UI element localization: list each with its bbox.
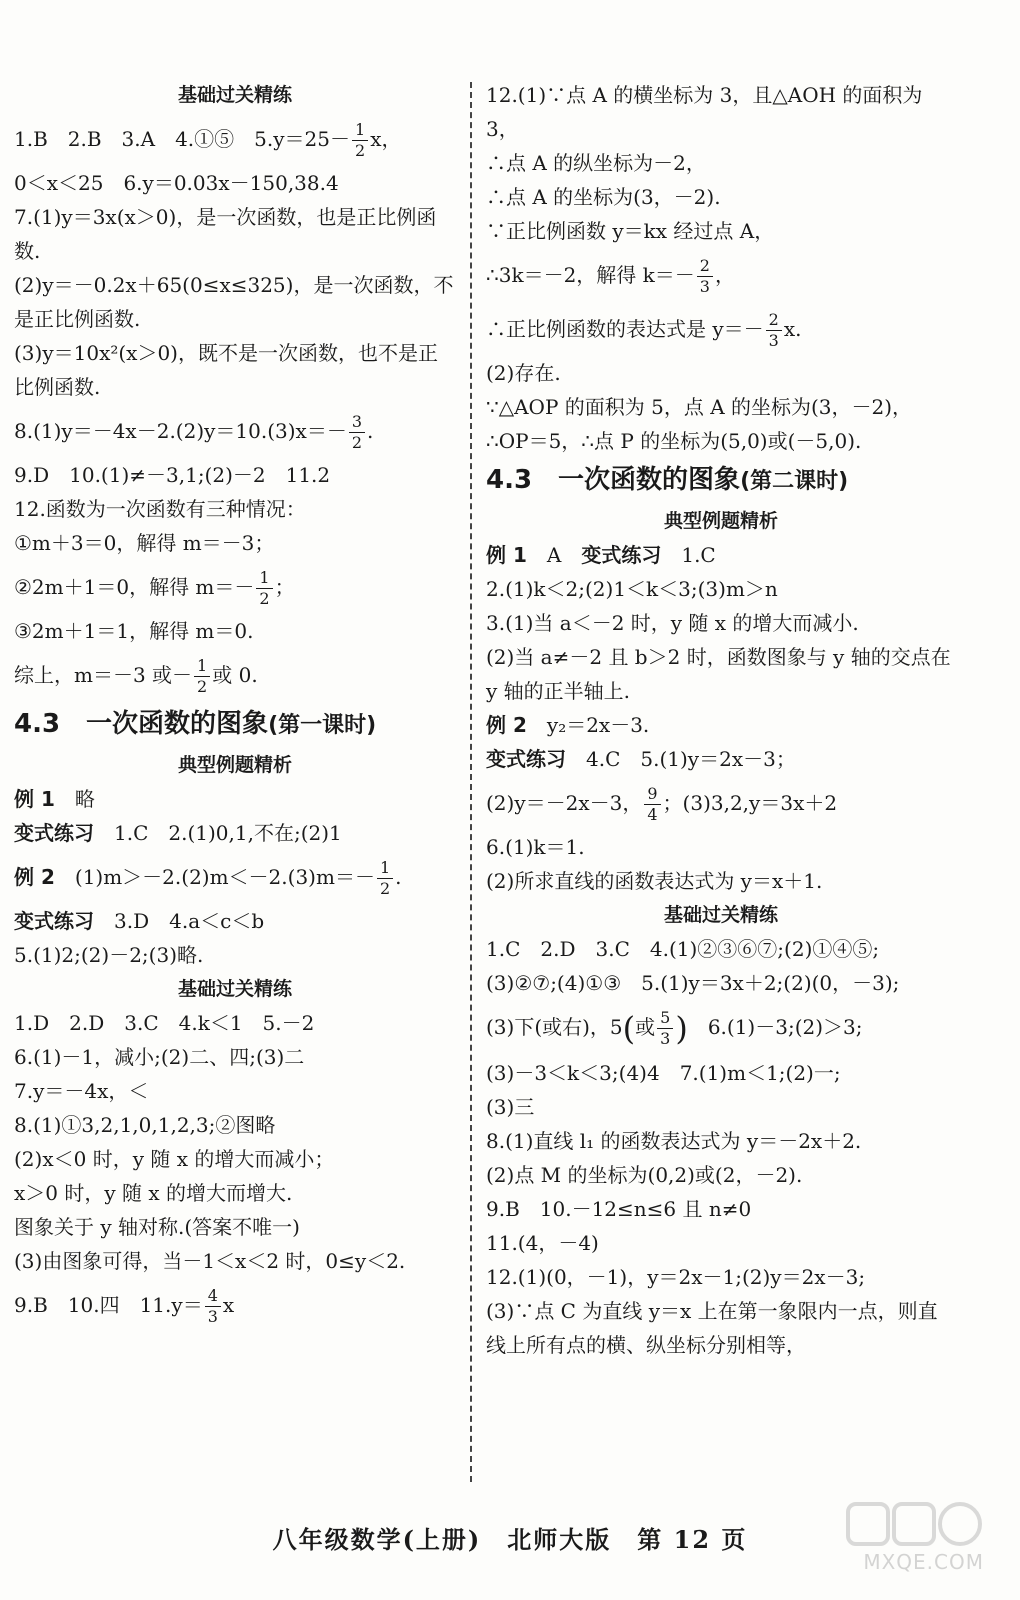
answer-line: 9.B 10.四 11.y＝ $\frac{4}{3}$ x [14, 1286, 235, 1326]
watermark-site-text: MXQE.COM [863, 1550, 984, 1574]
fraction: $\frac{2}{3}$ [766, 310, 782, 351]
answer-line: 变式练习 4.C 5.(1)y＝2x－3； [486, 747, 796, 771]
answer-line: (2)点 M 的坐标为(0,2)或(2，－2). [486, 1162, 803, 1187]
column-divider [470, 82, 472, 1482]
answer-line: 1.D 2.D 3.C 4.k＜1 5.－2 [14, 1011, 315, 1035]
answer-line: 7.(1)y＝3x(x＞0)，是一次函数，也是正比例函数. [14, 205, 437, 263]
left-paren: ( [622, 1009, 636, 1048]
answer-line: 1.B 2.B 3.A 4.①⑤ 5.y＝25－ $\frac{1}{2}$ x， [14, 120, 402, 160]
answer-line: 9.D 10.(1)≠－3,1;(2)－2 11.2 [14, 463, 331, 487]
fraction: $\frac{3}{2}$ [349, 412, 365, 453]
answer-line: ∵△AOP 的面积为 5，点 A 的坐标为(3，－2)， [486, 395, 913, 419]
section-title: 基础过关精练 [177, 84, 292, 106]
answer-line: 例 1 A 变式练习 1.C [486, 543, 716, 567]
answer-line: 3.(1)当 a＜－2 时，y 随 x 的增大而减小. [486, 611, 859, 635]
answer-line: (2)y＝－0.2x＋65(0≤x≤325)，是一次函数，不是正比例函数. [14, 273, 454, 331]
answer-line: 变式练习 1.C 2.(1)0,1,不在;(2)1 [14, 821, 342, 845]
fraction: $\frac{4}{3}$ [205, 1286, 221, 1327]
answer-line: 5.(1)2;(2)－2;(3)略. [14, 943, 204, 967]
answer-line: 2.(1)k＜2;(2)1＜k＜3;(3)m＞n [486, 577, 778, 601]
answer-line: 12.(1)∵点 A 的横坐标为 3，且△AOH 的面积为 3， [486, 83, 923, 141]
answer-line: ∴3k＝－2，解得 k＝－ $\frac{2}{3}$ ， [486, 256, 735, 296]
fraction: $\frac{5}{3}$ [657, 1008, 673, 1049]
answer-line: ∴OP＝5，∴点 P 的坐标为(5,0)或(－5,0). [486, 429, 862, 453]
answer-line: 1.C 2.D 3.C 4.(1)②③⑥⑦;(2)①④⑤; [486, 937, 880, 961]
answer-line: (2)所求直线的函数表达式为 y＝x＋1. [486, 869, 823, 893]
page-footer: 八年级数学(上册) 北师大版 第 12 页 [272, 1525, 748, 1554]
answer-line: 图象关于 y 轴对称.(答案不唯一) [14, 1215, 300, 1239]
answer-line: 例 1 略 [14, 787, 95, 811]
answer-line: ③2m＋1＝1，解得 m＝0. [14, 619, 254, 643]
answer-line: ∴正比例函数的表达式是 y＝－ $\frac{2}{3}$ x. [486, 310, 802, 350]
answer-line: (3)由图象可得，当－1＜x＜2 时，0≤y＜2. [14, 1249, 406, 1273]
answer-line: 12.函数为一次函数有三种情况： [14, 497, 306, 521]
right-column [486, 78, 956, 1362]
answer-line: 变式练习 3.D 4.a＜c＜b [14, 909, 265, 933]
answer-line: 11.(4，－4) [486, 1230, 599, 1255]
section-title: 基础过关精练 [177, 978, 292, 1000]
answer-line: (3)下(或右)，5(或 $\frac{5}{3}$ ) 6.(1)－3;(2)＞3; [486, 1008, 863, 1048]
right-paren: ) [675, 1009, 688, 1048]
answer-line: 12.(1)(0，－1)，y＝2x－1;(2)y＝2x－3; [486, 1264, 866, 1289]
answer-line: 8.(1)y＝－4x－2.(2)y＝10.(3)x＝－ $\frac{3}{2}$ . [14, 412, 374, 452]
fraction: $\frac{1}{2}$ [352, 120, 368, 161]
answer-line: 8.(1)①3,2,1,0,1,2,3;②图略 [14, 1113, 276, 1137]
answer-line: (3)∵点 C 为直线 y＝x 上在第一象限内一点，则直线上所有点的横、纵坐标分别相等， [486, 1298, 938, 1357]
answer-line: 8.(1)直线 l₁ 的函数表达式为 y＝－2x＋2. [486, 1128, 862, 1153]
answer-line: 9.B 10.－12≤n≤6 且 n≠0 [486, 1196, 752, 1221]
answer-line: (3)②⑦;(4)①③ 5.(1)y＝3x＋2;(2)(0，－3); [486, 971, 900, 995]
answer-line: (3)－3＜k＜3;(4)4 7.(1)m＜1;(2)一; [486, 1060, 841, 1085]
chapter-heading: 4.3 一次函数的图象(第一课时) [14, 709, 377, 739]
fraction: $\frac{9}{4}$ [644, 784, 660, 825]
section-title: 典型例题精析 [177, 754, 292, 776]
answer-line: (2)当 a≠－2 且 b＞2 时，函数图象与 y 轴的交点在 y 轴的正半轴上. [486, 645, 951, 703]
fraction: $\frac{1}{2}$ [377, 858, 393, 899]
answer-line: 7.y＝－4x，＜ [14, 1079, 149, 1103]
answer-line: 6.(1)k＝1. [486, 835, 585, 859]
fraction: $\frac{1}{2}$ [194, 656, 210, 697]
answer-line: (2)y＝－2x－3， $\frac{9}{4}$ ；(3)3,2,y＝3x＋2 [486, 784, 838, 824]
answer-line: (2)存在. [486, 361, 561, 385]
fraction: $\frac{1}{2}$ [256, 568, 272, 609]
watermark-logo [844, 1498, 984, 1578]
answer-line: ②2m＋1＝0，解得 m＝－ $\frac{1}{2}$ ； [14, 568, 295, 608]
answer-line: ∴点 A 的坐标为(3，－2). [486, 185, 721, 209]
answer-line: 综上，m＝－3 或－ $\frac{1}{2}$ 或 0. [14, 656, 258, 696]
answer-line: x＞0 时，y 随 x 的增大而增大. [14, 1181, 293, 1205]
section-title: 典型例题精析 [663, 510, 778, 532]
chapter-heading: 4.3 一次函数的图象(第二课时) [486, 465, 849, 495]
fraction: $\frac{2}{3}$ [697, 256, 713, 297]
answer-line: ①m＋3＝0，解得 m＝－3； [14, 531, 275, 555]
answer-line: 0＜x＜25 6.y＝0.03x－150,38.4 [14, 171, 339, 195]
answer-line: ∵正比例函数 y＝kx 经过点 A， [486, 219, 775, 243]
section-title: 基础过关精练 [663, 904, 778, 926]
answer-line: 例 2 (1)m＞－2.(2)m＜－2.(3)m＝－ $\frac{1}{2}$ . [14, 858, 402, 898]
answer-line: (2)x＜0 时，y 随 x 的增大而减小； [14, 1147, 335, 1171]
answer-line: (3)y＝10x²(x＞0)，既不是一次函数，也不是正比例函数. [14, 341, 438, 399]
answer-line: ∴点 A 的纵坐标为－2， [486, 151, 706, 175]
answer-line: 6.(1)－1，减小;(2)二、四;(3)二 [14, 1045, 305, 1069]
answer-line: (3)三 [486, 1094, 535, 1119]
answer-line: 例 2 y₂＝2x－3. [486, 713, 650, 737]
left-column [14, 78, 456, 1332]
watermark-graphic-icon [844, 1498, 984, 1554]
